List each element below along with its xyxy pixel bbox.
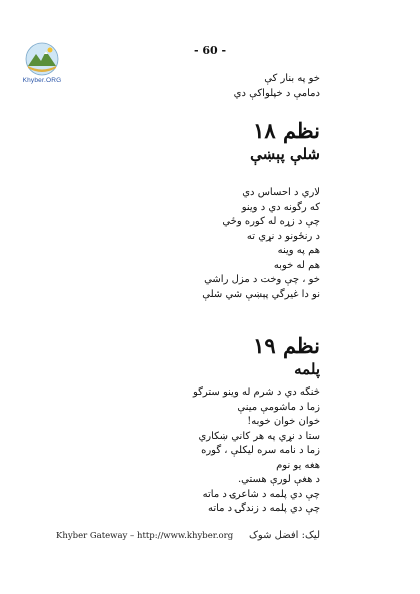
footer-author: ليک: افضل شوک [248,530,320,541]
verse-line: زما د نامه سره ليکلې ، گوره [201,445,320,456]
verse-line: د هغې لورې هستي. [237,474,320,485]
page-number: - 60 - [193,44,227,57]
poem-18-number: نظم ۱۸ [253,118,320,143]
poem-19-verses [193,386,320,517]
verse-line: خو ، چې وخت د مزل راشي [204,274,320,285]
poem-18-verses [202,186,320,302]
verse-line: هم له خوبه [273,259,320,271]
verse-line: ستا د نړي په هر کاني ښکاري [198,430,320,442]
verse-line: چې دي پلمه د زندگۍ د ماته [207,503,320,514]
footer-site-url: Khyber Gateway – http://www.khyber.org [56,531,234,541]
poem-18-title: شلې پېښې [250,145,320,163]
poem-19-number: نظم ۱۹ [253,333,320,358]
verse-line: که رگونه دي د وينو [241,201,320,213]
verse-line: چې د زړه له کوره وځي [222,216,320,227]
verse-line: د رنځونو د نړي ته [246,230,320,242]
poem-19-title: پلمه [294,360,320,378]
verse-line: چې دي پلمه د شاعرۍ د ماته [202,488,320,500]
verse-line: څنگه دي د شرم له وينو سترگو [192,387,320,398]
poem-18-heading [250,118,320,164]
verse-line: زما د ماشومې مينې [237,401,320,413]
verse-line: هم په وينه [277,245,320,256]
poem-19-heading [253,333,320,379]
intro-line: دمامې د خپلواکې دي [233,87,320,99]
intro-lines [234,72,320,101]
verse-line: لاري د احساس دي [242,187,320,198]
logo-text: Khyber.ORG [22,77,62,84]
verse-line: نو دا غيرگي پېښې شي شلې [202,288,320,300]
verse-line: خوان خوان خوبه! [247,416,320,427]
intro-line: خو په بنار کې [264,73,320,84]
verse-line: هغه يو نوم [276,459,320,471]
